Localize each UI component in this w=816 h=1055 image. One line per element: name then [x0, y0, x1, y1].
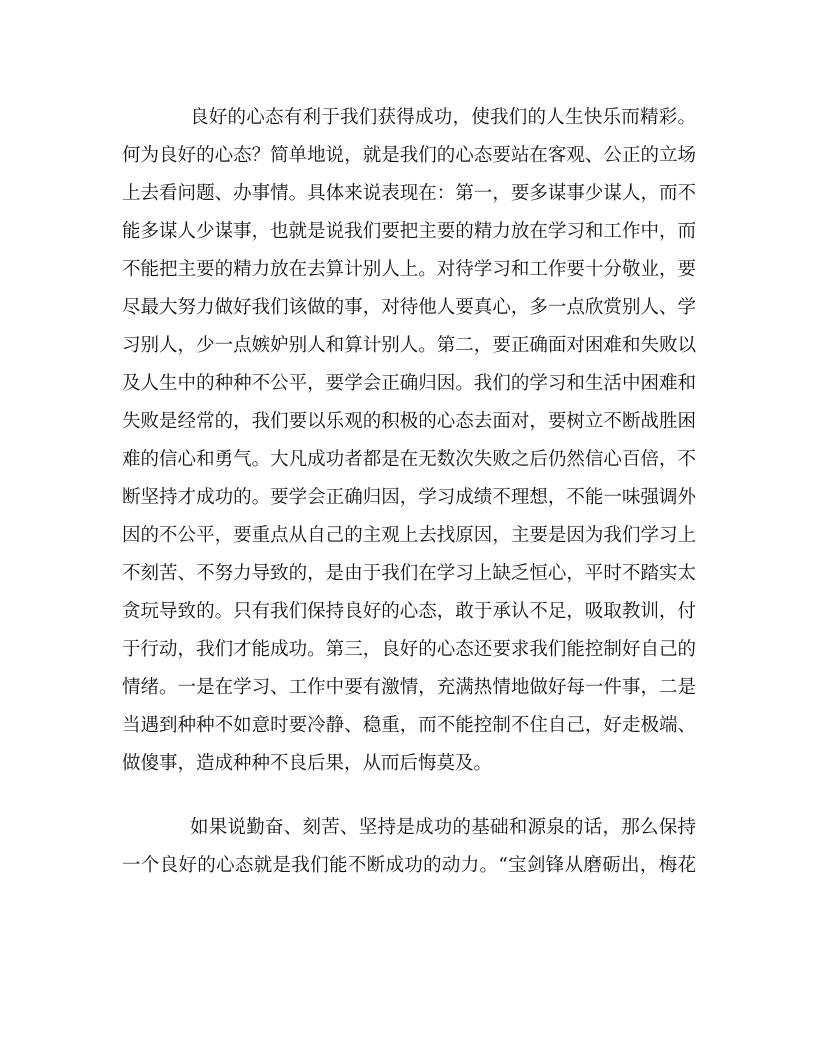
paragraph-1-line-16: 情绪。一是在学习、工作中要有激情，充满热情地做好每一件事，二是 [122, 677, 696, 698]
paragraph-1-line-14: 贪玩导致的。只有我们保持良好的心态，敢于承认不足，吸取教训，付 [122, 601, 696, 622]
paragraph-1-line-7: 习别人，少一点嫉妒别人和算计别人。第二，要正确面对困难和失败以 [122, 335, 696, 356]
paragraph-1-line-8: 及人生中的种种不公平，要学会正确归因。我们的学习和生活中困难和 [122, 373, 696, 394]
paragraph-1-line-12: 因的不公平，要重点从自己的主观上去找原因，主要是因为我们学习上 [122, 525, 696, 546]
paragraph-1-line-9: 失败是经常的，我们要以乐观的积极的心态去面对，要树立不断战胜困 [122, 411, 696, 432]
paragraph-1-line-2: 何为良好的心态？简单地说，就是我们的心态要站在客观、公正的立场 [122, 145, 696, 166]
paragraph-1-line-4: 能多谋人少谋事，也就是说我们要把主要的精力放在学习和工作中，而 [122, 221, 696, 242]
paragraph-1-line-13: 不刻苦、不努力导致的，是由于我们在学习上缺乏恒心，平时不踏实太 [122, 563, 696, 584]
paragraph-1-line-15: 于行动，我们才能成功。第三，良好的心态还要求我们能控制好自己的 [122, 639, 696, 660]
paragraph-1-line-11: 断坚持才成功的。要学会正确归因，学习成绩不理想，不能一味强调外 [122, 487, 696, 508]
paragraph-1-line-10: 难的信心和勇气。大凡成功者都是在无数次失败之后仍然信心百倍，不 [122, 449, 696, 470]
paragraph-2-line-1: 如果说勤奋、刻苦、坚持是成功的基础和源泉的话，那么保持 [190, 817, 696, 838]
paragraph-1-line-18: 做傻事，造成种种不良后果，从而后悔莫及。 [122, 753, 493, 774]
paragraph-2-line-2: 一个良好的心态就是我们能不断成功的动力。“宝剑锋从磨砺出，梅花 [122, 855, 696, 876]
paragraph-1-line-5: 不能把主要的精力放在去算计别人上。对待学习和工作要十分敬业，要 [122, 259, 696, 280]
paragraph-1-line-1: 良好的心态有利于我们获得成功，使我们的人生快乐而精彩。 [190, 107, 696, 128]
paragraph-1-line-3: 上去看问题、办事情。具体来说表现在：第一，要多谋事少谋人，而不 [122, 183, 696, 204]
paragraph-1-line-17: 当遇到种种不如意时要冷静、稳重，而不能控制不住自己，好走极端、 [122, 715, 696, 736]
paragraph-1-line-6: 尽最大努力做好我们该做的事，对待他人要真心，多一点欣赏别人、学 [122, 297, 696, 318]
